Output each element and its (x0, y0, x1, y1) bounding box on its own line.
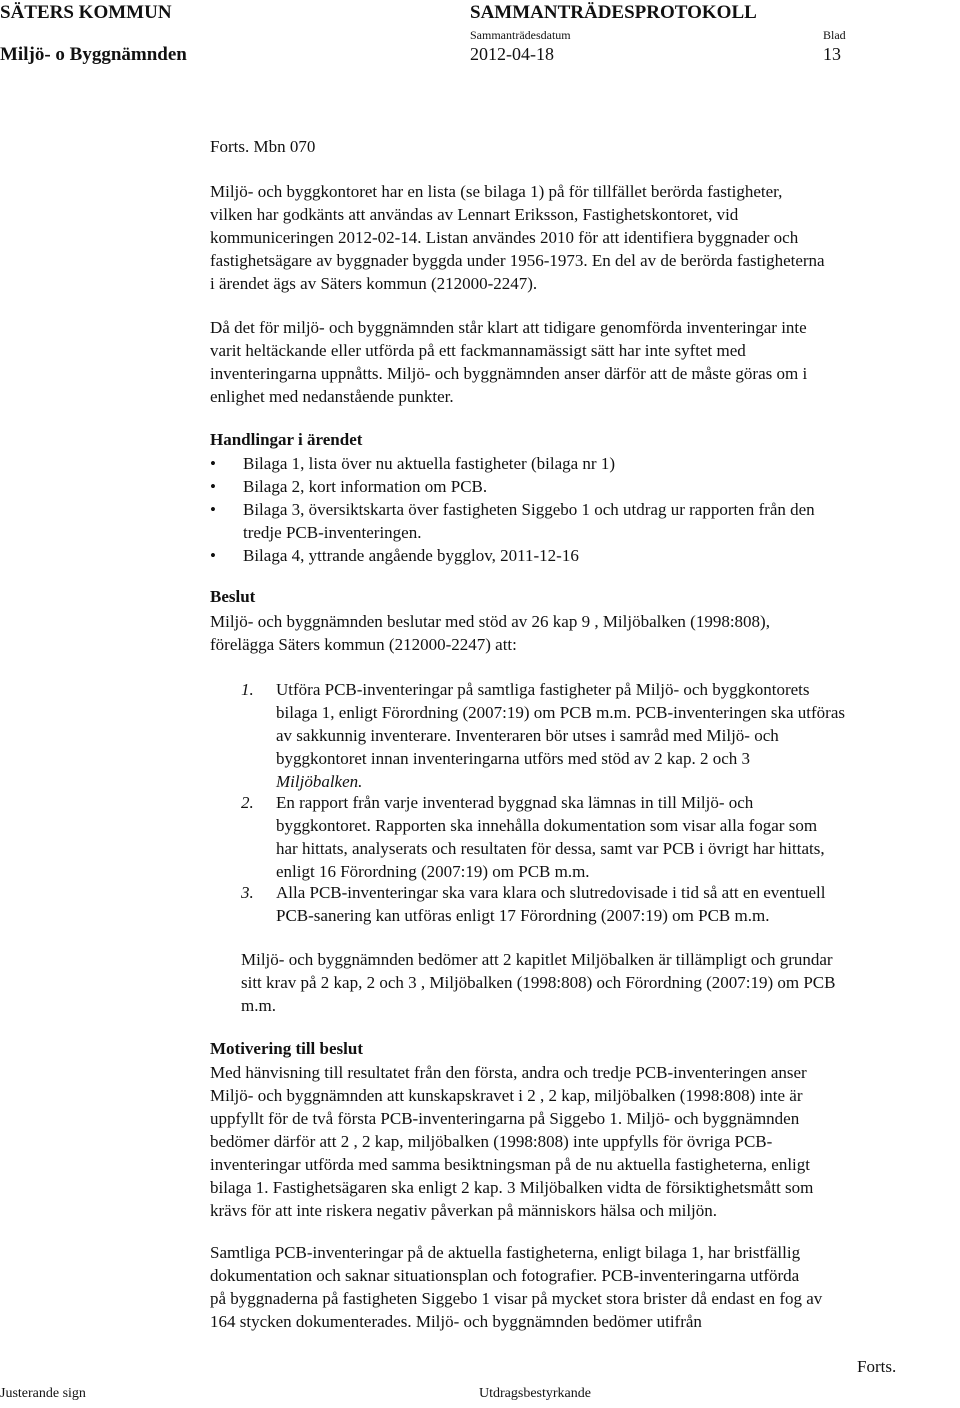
document-item-text: Bilaga 2, kort information om PCB. (243, 477, 488, 496)
meeting-date: 2012-04-18 (470, 44, 554, 64)
documents-heading: Handlingar i ärendet (210, 430, 363, 449)
bullet-icon: • (210, 500, 216, 519)
decision-intro (210, 610, 950, 656)
text-line: Miljö- och byggnämnden att kunskapskravet i 2 , 2 kap, miljöbalken (1998:808) inte är (210, 1086, 803, 1105)
page-number: 13 (823, 44, 841, 64)
bullet-icon: • (210, 454, 216, 473)
document-item-text: Bilaga 1, lista över nu aktuella fastigheter (bilaga nr 1) (243, 454, 615, 473)
document-item-text: Bilaga 4, yttrande angående bygglov, 2011-12-16 (243, 546, 579, 565)
text-line: bilaga 1. Fastighetsägaren ska enligt 2 kap. 3 Miljöbalken vidta de försiktighetsmått som (210, 1178, 814, 1197)
item-number: 2. (241, 793, 254, 812)
text-line: krävs för att inte riskera negativ påverkan på människors hälsa och miljön. (210, 1201, 718, 1220)
continued-label: Forts. (857, 1357, 897, 1376)
motivation-heading: Motivering till beslut (210, 1039, 363, 1058)
text-line: på byggnaderna på fastigheten Siggebo 1 visar på mycket stora brister då endast en fog av (210, 1289, 823, 1308)
document-item-text: Bilaga 3, översiktskarta över fastigheten Siggebo 1 och utdrag ur rapporten från den (243, 500, 815, 519)
text-line: i ärendet ägs av Säters kommun (212000-2247). (210, 274, 538, 293)
text-line: 164 stycken dokumenterades. Miljö- och byggnämnden bedömer utifrån (210, 1312, 702, 1331)
bullet-icon: • (210, 546, 216, 565)
text-line: Då det för miljö- och byggnämnden står klart att tidigare genomförda inventeringar inte (210, 318, 807, 337)
text-line: kommuniceringen 2012-02-14. Listan användes 2010 för att identifiera byggnader och (210, 228, 799, 247)
text-line: förelägga Säters kommun (212000-2247) att: (210, 635, 517, 654)
date-label: Sammanträdesdatum (470, 28, 571, 42)
item-text: Utföra PCB-inventeringar på samtliga fastigheter på Miljö- och byggkontorets bilaga 1, enligt Förordning (2007:19) om PCB m.m. PCB-inventeringen ska utföras av sakkunnig inventerare. Inventeraren bör utses i samråd med Miljö- och byggkontoret innan inventeringarna utförs med stöd av 2 kap. 2 och 3 Miljöbalken. (276, 680, 845, 791)
document-item-text: tredje PCB-inventeringen. (243, 523, 422, 542)
text-line: dokumentation och saknar situationsplan och fotografier. PCB-inventeringarna utförda (210, 1266, 800, 1285)
text-line: Med hänvisning till resultatet från den första, andra och tredje PCB-inventeringen anser (210, 1063, 807, 1082)
text-line: Samtliga PCB-inventeringar på de aktuella fastigheterna, enligt bilaga 1, har bristfällig (210, 1243, 801, 1262)
text-line: vilken har godkänts att användas av Lennart Eriksson, Fastighetskontoret, vid (210, 205, 739, 224)
motivation-paragraph (210, 1061, 950, 1222)
text-line: bedömer därför att 2 , 2 kap, miljöbalken (1998:808) inte uppfylls för övriga PCB- (210, 1132, 773, 1151)
text-line: fastighetsägare av byggnader byggda under 1956-1973. En del av de berörda fastigheterna (210, 251, 825, 270)
signature-label: Justerande sign (0, 1386, 86, 1401)
organization-name: SÄTERS KOMMUN (0, 2, 172, 23)
text-line: inventeringarna uppnåtts. Miljö- och byggnämnden anser därför att de måste göras om i (210, 364, 808, 383)
text-line: m.m. (241, 996, 276, 1015)
text-line: varit heltäckande eller utförda på ett fackmannamässigt sätt har inte syftet med (210, 341, 746, 360)
page-label: Blad (823, 28, 846, 42)
text-line: enlighet med nedanstående punkter. (210, 387, 454, 406)
assessment-paragraph (241, 948, 941, 1017)
bullet-icon: • (210, 477, 216, 496)
committee-name: Miljö- o Byggnämnden (0, 44, 187, 65)
decision-heading: Beslut (210, 587, 256, 606)
item-text: En rapport från varje inventerad byggnad ska lämnas in till Miljö- och byggkontoret. Rapporten ska innehålla dokumentation som visar alla fogar som har hittats, analyserats och resultaten för dessa, samt var PCB i övrigt har hittats, enligt 16 Förordning (2007:19) om PCB m.m. (276, 793, 825, 881)
text-line: sitt krav på 2 kap, 2 och 3 , Miljöbalken (1998:808) och Förordning (2007:19) om PCB (241, 973, 836, 992)
final-paragraph (210, 1241, 950, 1333)
text-line: Miljö- och byggnämnden beslutar med stöd av 26 kap 9 , Miljöbalken (1998:808), (210, 612, 770, 631)
paragraph-property-list (210, 180, 950, 295)
paragraph-inventory-assessment (210, 316, 950, 408)
document-type: SAMMANTRÄDESPROTOKOLL (470, 2, 757, 23)
item-text: Alla PCB-inventeringar ska vara klara och slutredovisade i tid så att en eventuell PCB-sanering kan utföras enligt 17 Förordning (2007:19) om PCB m.m. (276, 883, 826, 925)
section-reference: Forts. Mbn 070 (210, 137, 316, 156)
text-line: Miljö- och byggkontoret har en lista (se bilaga 1) på för tillfället berörda fastigheter, (210, 182, 783, 201)
item-number: 3. (241, 883, 254, 902)
text-line: Miljö- och byggnämnden bedömer att 2 kapitlet Miljöbalken är tillämpligt och grundar (241, 950, 833, 969)
item-number: 1. (241, 680, 254, 699)
certification-label: Utdragsbestyrkande (479, 1386, 591, 1401)
text-line: uppfyllt för de två första PCB-inventeringarna på Siggebo 1. Miljö- och byggnämnden (210, 1109, 800, 1128)
text-line: inventeringar utförda med samma besiktningsman på de nu aktuella fastigheterna, enligt (210, 1155, 811, 1174)
